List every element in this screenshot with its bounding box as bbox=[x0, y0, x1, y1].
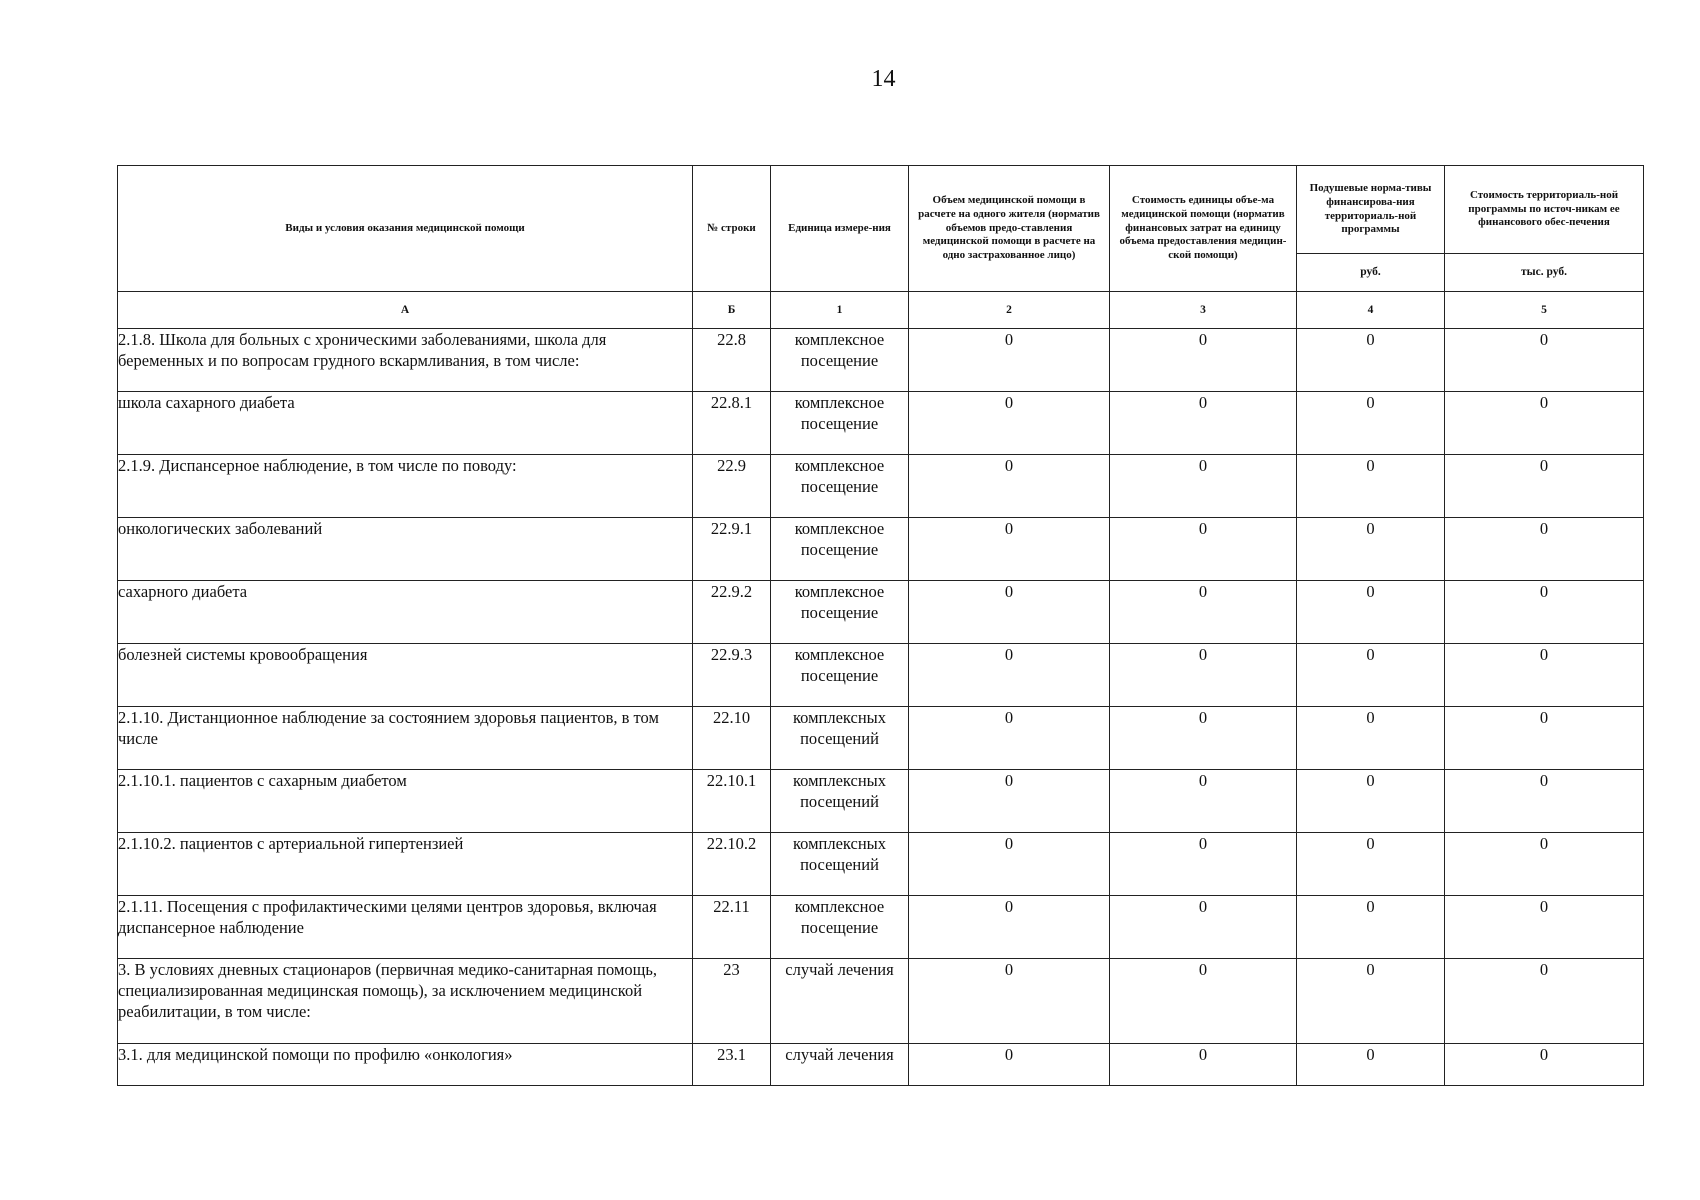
row-unit: комплексное посещение bbox=[771, 392, 909, 455]
row-volume: 0 bbox=[909, 959, 1110, 1044]
row-program-cost: 0 bbox=[1445, 392, 1644, 455]
row-unit: комплексных посещений bbox=[771, 770, 909, 833]
row-per-capita: 0 bbox=[1297, 455, 1445, 518]
row-unit-cost: 0 bbox=[1110, 959, 1297, 1044]
row-number: 23 bbox=[693, 959, 771, 1044]
row-description: 2.1.11. Посещения с профилактическими целями центров здоровья, включая диспансерное наблюдение bbox=[118, 896, 693, 959]
row-unit-cost: 0 bbox=[1110, 833, 1297, 896]
table-row bbox=[118, 581, 1644, 644]
row-unit-cost: 0 bbox=[1110, 581, 1297, 644]
table-row bbox=[118, 1044, 1644, 1086]
row-volume: 0 bbox=[909, 770, 1110, 833]
header-unit-cost: Стоимость единицы объе-ма медицинской помощи (норматив финансовых затрат на единицу объема предоставления медицин-ской помощи) bbox=[1110, 166, 1297, 292]
row-program-cost: 0 bbox=[1445, 329, 1644, 392]
row-number: 22.9.1 bbox=[693, 518, 771, 581]
page-number: 14 bbox=[871, 66, 896, 92]
index-cell: 3 bbox=[1110, 292, 1297, 329]
header-unit-rub: руб. bbox=[1297, 254, 1445, 292]
row-per-capita: 0 bbox=[1297, 581, 1445, 644]
index-cell: 4 bbox=[1297, 292, 1445, 329]
index-cell: А bbox=[118, 292, 693, 329]
row-per-capita: 0 bbox=[1297, 392, 1445, 455]
row-number: 22.8.1 bbox=[693, 392, 771, 455]
row-volume: 0 bbox=[909, 581, 1110, 644]
table-row bbox=[118, 959, 1644, 1044]
header-volume: Объем медицинской помощи в расчете на одного жителя (норматив объемов предо-ставления медицинской помощи в расчете на одно застрахованное лицо) bbox=[909, 166, 1110, 292]
medical-care-table bbox=[117, 165, 1644, 1086]
row-program-cost: 0 bbox=[1445, 581, 1644, 644]
table-row bbox=[118, 833, 1644, 896]
row-per-capita: 0 bbox=[1297, 1044, 1445, 1086]
row-number: 22.10.1 bbox=[693, 770, 771, 833]
row-program-cost: 0 bbox=[1445, 833, 1644, 896]
row-unit-cost: 0 bbox=[1110, 518, 1297, 581]
row-unit-cost: 0 bbox=[1110, 707, 1297, 770]
row-number: 22.10.2 bbox=[693, 833, 771, 896]
row-unit: комплексных посещений bbox=[771, 833, 909, 896]
row-number: 22.9.2 bbox=[693, 581, 771, 644]
row-unit-cost: 0 bbox=[1110, 329, 1297, 392]
row-per-capita: 0 bbox=[1297, 770, 1445, 833]
row-number: 22.8 bbox=[693, 329, 771, 392]
table-row bbox=[118, 455, 1644, 518]
row-per-capita: 0 bbox=[1297, 329, 1445, 392]
row-unit-cost: 0 bbox=[1110, 455, 1297, 518]
row-unit: комплексное посещение bbox=[771, 329, 909, 392]
row-unit-cost: 0 bbox=[1110, 1044, 1297, 1086]
row-unit: комплексное посещение bbox=[771, 581, 909, 644]
index-cell: 1 bbox=[771, 292, 909, 329]
row-unit: случай лечения bbox=[771, 959, 909, 1044]
row-volume: 0 bbox=[909, 1044, 1110, 1086]
table-row bbox=[118, 518, 1644, 581]
row-number: 22.11 bbox=[693, 896, 771, 959]
row-unit: комплексных посещений bbox=[771, 707, 909, 770]
row-description: сахарного диабета bbox=[118, 581, 693, 644]
row-unit: комплексное посещение bbox=[771, 518, 909, 581]
row-per-capita: 0 bbox=[1297, 896, 1445, 959]
row-description: 2.1.9. Диспансерное наблюдение, в том числе по поводу: bbox=[118, 455, 693, 518]
row-description: 2.1.8. Школа для больных с хроническими заболеваниями, школа для беременных и по вопросам грудного вскармливания, в том числе: bbox=[118, 329, 693, 392]
row-volume: 0 bbox=[909, 329, 1110, 392]
row-unit-cost: 0 bbox=[1110, 770, 1297, 833]
table-row bbox=[118, 770, 1644, 833]
header-per-capita: Подушевые норма-тивы финансирова-ния территориаль-ной программы bbox=[1297, 166, 1445, 254]
header-row-number: № строки bbox=[693, 166, 771, 292]
row-description: болезней системы кровообращения bbox=[118, 644, 693, 707]
index-cell: Б bbox=[693, 292, 771, 329]
row-volume: 0 bbox=[909, 392, 1110, 455]
header-unit: Единица измере-ния bbox=[771, 166, 909, 292]
row-description: онкологических заболеваний bbox=[118, 518, 693, 581]
row-number: 22.9 bbox=[693, 455, 771, 518]
row-unit: случай лечения bbox=[771, 1044, 909, 1086]
row-per-capita: 0 bbox=[1297, 644, 1445, 707]
index-cell: 2 bbox=[909, 292, 1110, 329]
row-number: 23.1 bbox=[693, 1044, 771, 1086]
row-per-capita: 0 bbox=[1297, 833, 1445, 896]
row-unit-cost: 0 bbox=[1110, 896, 1297, 959]
row-volume: 0 bbox=[909, 455, 1110, 518]
table-row bbox=[118, 896, 1644, 959]
row-program-cost: 0 bbox=[1445, 707, 1644, 770]
row-description: школа сахарного диабета bbox=[118, 392, 693, 455]
row-unit: комплексное посещение bbox=[771, 644, 909, 707]
table-row bbox=[118, 392, 1644, 455]
row-per-capita: 0 bbox=[1297, 707, 1445, 770]
row-volume: 0 bbox=[909, 707, 1110, 770]
row-program-cost: 0 bbox=[1445, 644, 1644, 707]
table-row bbox=[118, 644, 1644, 707]
row-unit: комплексное посещение bbox=[771, 896, 909, 959]
index-cell: 5 bbox=[1445, 292, 1644, 329]
row-unit-cost: 0 bbox=[1110, 392, 1297, 455]
row-volume: 0 bbox=[909, 518, 1110, 581]
row-program-cost: 0 bbox=[1445, 896, 1644, 959]
row-description: 2.1.10. Дистанционное наблюдение за состоянием здоровья пациентов, в том числе bbox=[118, 707, 693, 770]
row-program-cost: 0 bbox=[1445, 1044, 1644, 1086]
row-volume: 0 bbox=[909, 896, 1110, 959]
header-care-type: Виды и условия оказания медицинской помощи bbox=[118, 166, 693, 292]
table-row bbox=[118, 329, 1644, 392]
row-unit-cost: 0 bbox=[1110, 644, 1297, 707]
row-number: 22.9.3 bbox=[693, 644, 771, 707]
row-description: 2.1.10.2. пациентов с артериальной гипертензией bbox=[118, 833, 693, 896]
row-description: 3. В условиях дневных стационаров (первичная медико-санитарная помощь, специализированная медицинская помощь), за исключением медицинской реабилитации, в том числе: bbox=[118, 959, 693, 1044]
row-program-cost: 0 bbox=[1445, 455, 1644, 518]
row-volume: 0 bbox=[909, 644, 1110, 707]
row-program-cost: 0 bbox=[1445, 959, 1644, 1044]
header-program-cost: Стоимость территориаль-ной программы по источ-никам ее финансового обес-печения bbox=[1445, 166, 1644, 254]
row-description: 2.1.10.1. пациентов с сахарным диабетом bbox=[118, 770, 693, 833]
row-program-cost: 0 bbox=[1445, 518, 1644, 581]
header-unit-thousand-rub: тыс. руб. bbox=[1445, 254, 1644, 292]
table-row bbox=[118, 707, 1644, 770]
row-per-capita: 0 bbox=[1297, 959, 1445, 1044]
row-description: 3.1. для медицинской помощи по профилю «онкология» bbox=[118, 1044, 693, 1086]
row-number: 22.10 bbox=[693, 707, 771, 770]
row-unit: комплексное посещение bbox=[771, 455, 909, 518]
row-program-cost: 0 bbox=[1445, 770, 1644, 833]
row-per-capita: 0 bbox=[1297, 518, 1445, 581]
row-volume: 0 bbox=[909, 833, 1110, 896]
